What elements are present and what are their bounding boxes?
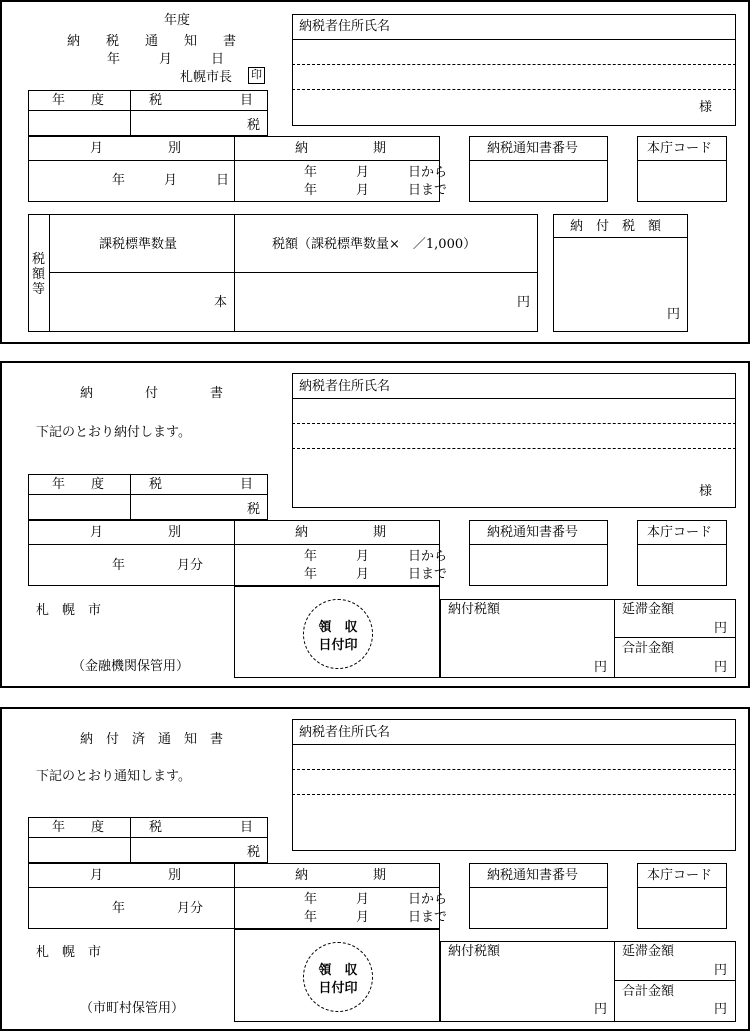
late-fee-label: 延滞金額 [622,944,675,959]
taxpayer-label: 納税者住所氏名 [299,725,391,740]
taxpayer-label: 納税者住所氏名 [299,379,391,394]
payment-amount-label: 納 付 税 額 [570,219,662,234]
notice-number-label: 納税通知書番号 [487,141,579,156]
year-header: 年 度 [52,477,105,492]
period-from: 年 月 日から [304,165,448,180]
month-value: 年 月 日 [112,173,230,188]
total-label: 合計金額 [622,641,675,656]
taxpayer-label: 納税者住所氏名 [299,19,391,34]
panel-subtitle: 下記のとおり通知します。 [36,769,191,784]
period-header: 納 期 [295,141,387,156]
stamp-bottom-text: 日付印 [318,981,358,996]
quantity-unit: 本 [214,295,228,310]
tax-suffix: 税 [247,118,261,133]
notice-number-label: 納税通知書番号 [487,525,579,540]
panel-title: 納 付 済 通 知 書 [80,732,224,747]
late-fee-label: 延滞金額 [622,602,675,617]
side-label-1: 税 [32,252,46,267]
issue-date: 年 月 日 [107,52,225,67]
period-to: 年 月 日まで [304,183,448,198]
panel-subtitle: 下記のとおり納付します。 [36,425,191,440]
period-to: 年 月 日まで [304,910,448,925]
panel-title: 納 税 通 知 書 [67,34,237,49]
period-from: 年 月 日から [304,549,448,564]
payment-tax-yen: 円 [594,1002,608,1017]
office-code-label: 本庁コード [647,525,713,540]
honorific: 様 [699,484,713,499]
total-yen: 円 [714,1002,728,1017]
payment-tax-yen: 円 [594,660,608,675]
office-code-label: 本庁コード [647,868,713,883]
keeper-label: （金融機関保管用） [72,659,190,674]
yen-unit: 円 [517,295,531,310]
notice-number-label: 納税通知書番号 [487,868,579,883]
year-header: 年 度 [52,93,105,108]
stamp-bottom-text: 日付印 [318,638,358,653]
city-name: 札 幌 市 [36,945,102,960]
total-yen: 円 [714,660,728,675]
tax-amount-table [28,214,538,332]
year-header: 年 度 [52,820,105,835]
period-to: 年 月 日まで [304,567,448,582]
item-header: 税 目 [149,93,254,108]
period-header: 納 期 [295,868,387,883]
late-fee-yen: 円 [714,621,728,636]
standard-quantity-label: 課税標準数量 [99,237,178,252]
panel-title: 納 付 書 [80,386,224,401]
item-header: 税 目 [149,820,254,835]
payment-yen-unit: 円 [667,307,681,322]
receipt-date-stamp [303,942,373,1012]
stamp-top-text: 領 収 [318,620,358,635]
keeper-label: （市町村保管用） [80,1001,185,1016]
honorific: 様 [699,100,713,115]
receipt-date-stamp [303,599,373,669]
payment-tax-label: 納付税額 [448,944,501,959]
month-header: 月 別 [90,141,182,156]
period-from: 年 月 日から [304,892,448,907]
stamp-top-text: 領 収 [318,963,358,978]
tax-notice-panel [0,0,750,344]
office-code-label: 本庁コード [647,141,713,156]
month-value: 年 月分 [112,901,204,916]
seal-mark: 印 [248,67,265,84]
side-label-3: 等 [32,282,46,297]
city-name: 札 幌 市 [36,603,102,618]
month-value: 年 月分 [112,558,204,573]
payment-completion-panel [0,707,750,1031]
month-header: 月 別 [90,868,182,883]
payment-slip-panel [0,361,750,688]
tax-suffix: 税 [247,845,261,860]
total-label: 合計金額 [622,984,675,999]
payment-tax-label: 納付税額 [448,602,501,617]
fiscal-year-caption: 年度 [164,13,191,28]
tax-suffix: 税 [247,502,261,517]
tax-formula-label: 税額（課税標準数量× ／1,000） [272,237,477,252]
item-header: 税 目 [149,477,254,492]
late-fee-yen: 円 [714,963,728,978]
period-header: 納 期 [295,525,387,540]
side-label-2: 額 [32,267,46,282]
mayor-label: 札幌市長 [180,70,233,85]
month-header: 月 別 [90,525,182,540]
